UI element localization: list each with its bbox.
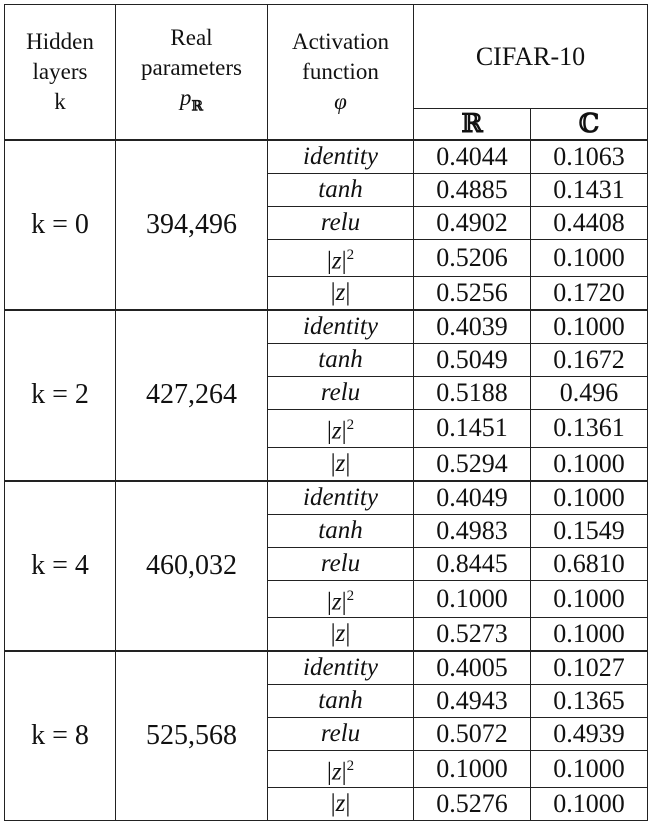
complex-accuracy-cell: 0.1000 <box>531 240 648 277</box>
header-params-line1: Real <box>170 24 213 50</box>
real-accuracy-cell: 0.4943 <box>414 684 531 717</box>
activation-cell: tanh <box>268 174 414 207</box>
table-row <box>5 310 648 344</box>
parameters-cell: 394,496 <box>116 140 268 310</box>
real-accuracy-cell: 0.5273 <box>414 617 531 651</box>
activation-cell: $|z|^2$ <box>268 750 414 787</box>
activation-cell: |z| <box>268 447 414 481</box>
header-params-line2: parameters <box>141 54 242 80</box>
header-complex-col: ℂ <box>531 109 648 141</box>
real-accuracy-cell: 0.5188 <box>414 377 531 410</box>
complex-accuracy-cell: 0.1063 <box>531 140 648 174</box>
table-row <box>5 481 648 515</box>
hidden-layers-cell: k = 4 <box>5 481 116 651</box>
activation-cell: $|z|^2$ <box>268 240 414 277</box>
real-accuracy-cell: 0.4902 <box>414 207 531 240</box>
header-hidden-layers <box>5 5 116 141</box>
real-accuracy-cell: 0.5294 <box>414 447 531 481</box>
complex-accuracy-cell: 0.1365 <box>531 684 648 717</box>
parameters-cell: 427,264 <box>116 310 268 480</box>
header-activation-line2: function <box>302 59 379 84</box>
header-activation-symbol: φ <box>334 89 347 114</box>
activation-cell: |z| <box>268 788 414 821</box>
parameters-cell: 460,032 <box>116 481 268 651</box>
complex-accuracy-cell: 0.1027 <box>531 651 648 685</box>
complex-accuracy-cell: 0.1000 <box>531 750 648 787</box>
table-row <box>5 140 648 174</box>
complex-accuracy-cell: 0.1549 <box>531 514 648 547</box>
complex-accuracy-cell: 0.1720 <box>531 277 648 311</box>
real-accuracy-cell: 0.4044 <box>414 140 531 174</box>
activation-cell: identity <box>268 310 414 344</box>
header-real-col: ℝ <box>414 109 531 141</box>
real-accuracy-cell: 0.5276 <box>414 788 531 821</box>
complex-accuracy-cell: 0.4939 <box>531 717 648 750</box>
header-activation-line1: Activation <box>291 29 390 54</box>
complex-accuracy-cell: 0.4408 <box>531 207 648 240</box>
complex-accuracy-cell: 0.1672 <box>531 344 648 377</box>
real-accuracy-cell: 0.1000 <box>414 580 531 617</box>
table-row <box>5 651 648 685</box>
header-hidden-line2: layers <box>32 59 88 84</box>
hidden-layers-cell: k = 0 <box>5 140 116 310</box>
activation-cell: identity <box>268 140 414 174</box>
activation-cell: identity <box>268 651 414 685</box>
header-dataset: CIFAR-10 <box>414 5 648 109</box>
real-accuracy-cell: 0.5049 <box>414 344 531 377</box>
activation-cell: relu <box>268 547 414 580</box>
header-real-parameters <box>116 5 268 141</box>
real-accuracy-cell: 0.1000 <box>414 750 531 787</box>
header-params-subscript: ℝ <box>191 98 204 115</box>
results-table <box>4 4 648 821</box>
activation-cell: tanh <box>268 344 414 377</box>
real-accuracy-cell: 0.4885 <box>414 174 531 207</box>
real-accuracy-cell: 0.1451 <box>414 410 531 447</box>
parameters-cell: 525,568 <box>116 651 268 821</box>
activation-cell: relu <box>268 207 414 240</box>
real-accuracy-cell: 0.4983 <box>414 514 531 547</box>
header-params-symbol: p <box>179 84 192 110</box>
activation-cell: |z| <box>268 277 414 311</box>
complex-accuracy-cell: 0.1000 <box>531 580 648 617</box>
activation-cell: |z| <box>268 617 414 651</box>
hidden-layers-cell: k = 2 <box>5 310 116 480</box>
real-accuracy-cell: 0.4049 <box>414 481 531 515</box>
complex-accuracy-cell: 0.1000 <box>531 481 648 515</box>
real-accuracy-cell: 0.4005 <box>414 651 531 685</box>
complex-accuracy-cell: 0.1431 <box>531 174 648 207</box>
complex-accuracy-cell: 0.1000 <box>531 617 648 651</box>
real-accuracy-cell: 0.5206 <box>414 240 531 277</box>
activation-cell: identity <box>268 481 414 515</box>
complex-accuracy-cell: 0.1000 <box>531 447 648 481</box>
real-accuracy-cell: 0.4039 <box>414 310 531 344</box>
header-activation-function <box>268 5 414 141</box>
activation-cell: relu <box>268 717 414 750</box>
complex-accuracy-cell: 0.6810 <box>531 547 648 580</box>
real-accuracy-cell: 0.5072 <box>414 717 531 750</box>
header-hidden-line1: Hidden <box>26 29 94 54</box>
activation-cell: tanh <box>268 514 414 547</box>
hidden-layers-cell: k = 8 <box>5 651 116 821</box>
complex-accuracy-cell: 0.496 <box>531 377 648 410</box>
activation-cell: $|z|^2$ <box>268 410 414 447</box>
complex-accuracy-cell: 0.1361 <box>531 410 648 447</box>
activation-cell: $|z|^2$ <box>268 580 414 617</box>
complex-accuracy-cell: 0.1000 <box>531 310 648 344</box>
activation-cell: tanh <box>268 684 414 717</box>
real-accuracy-cell: 0.8445 <box>414 547 531 580</box>
header-hidden-line3: k <box>54 89 66 114</box>
activation-cell: relu <box>268 377 414 410</box>
real-accuracy-cell: 0.5256 <box>414 277 531 311</box>
complex-accuracy-cell: 0.1000 <box>531 788 648 821</box>
